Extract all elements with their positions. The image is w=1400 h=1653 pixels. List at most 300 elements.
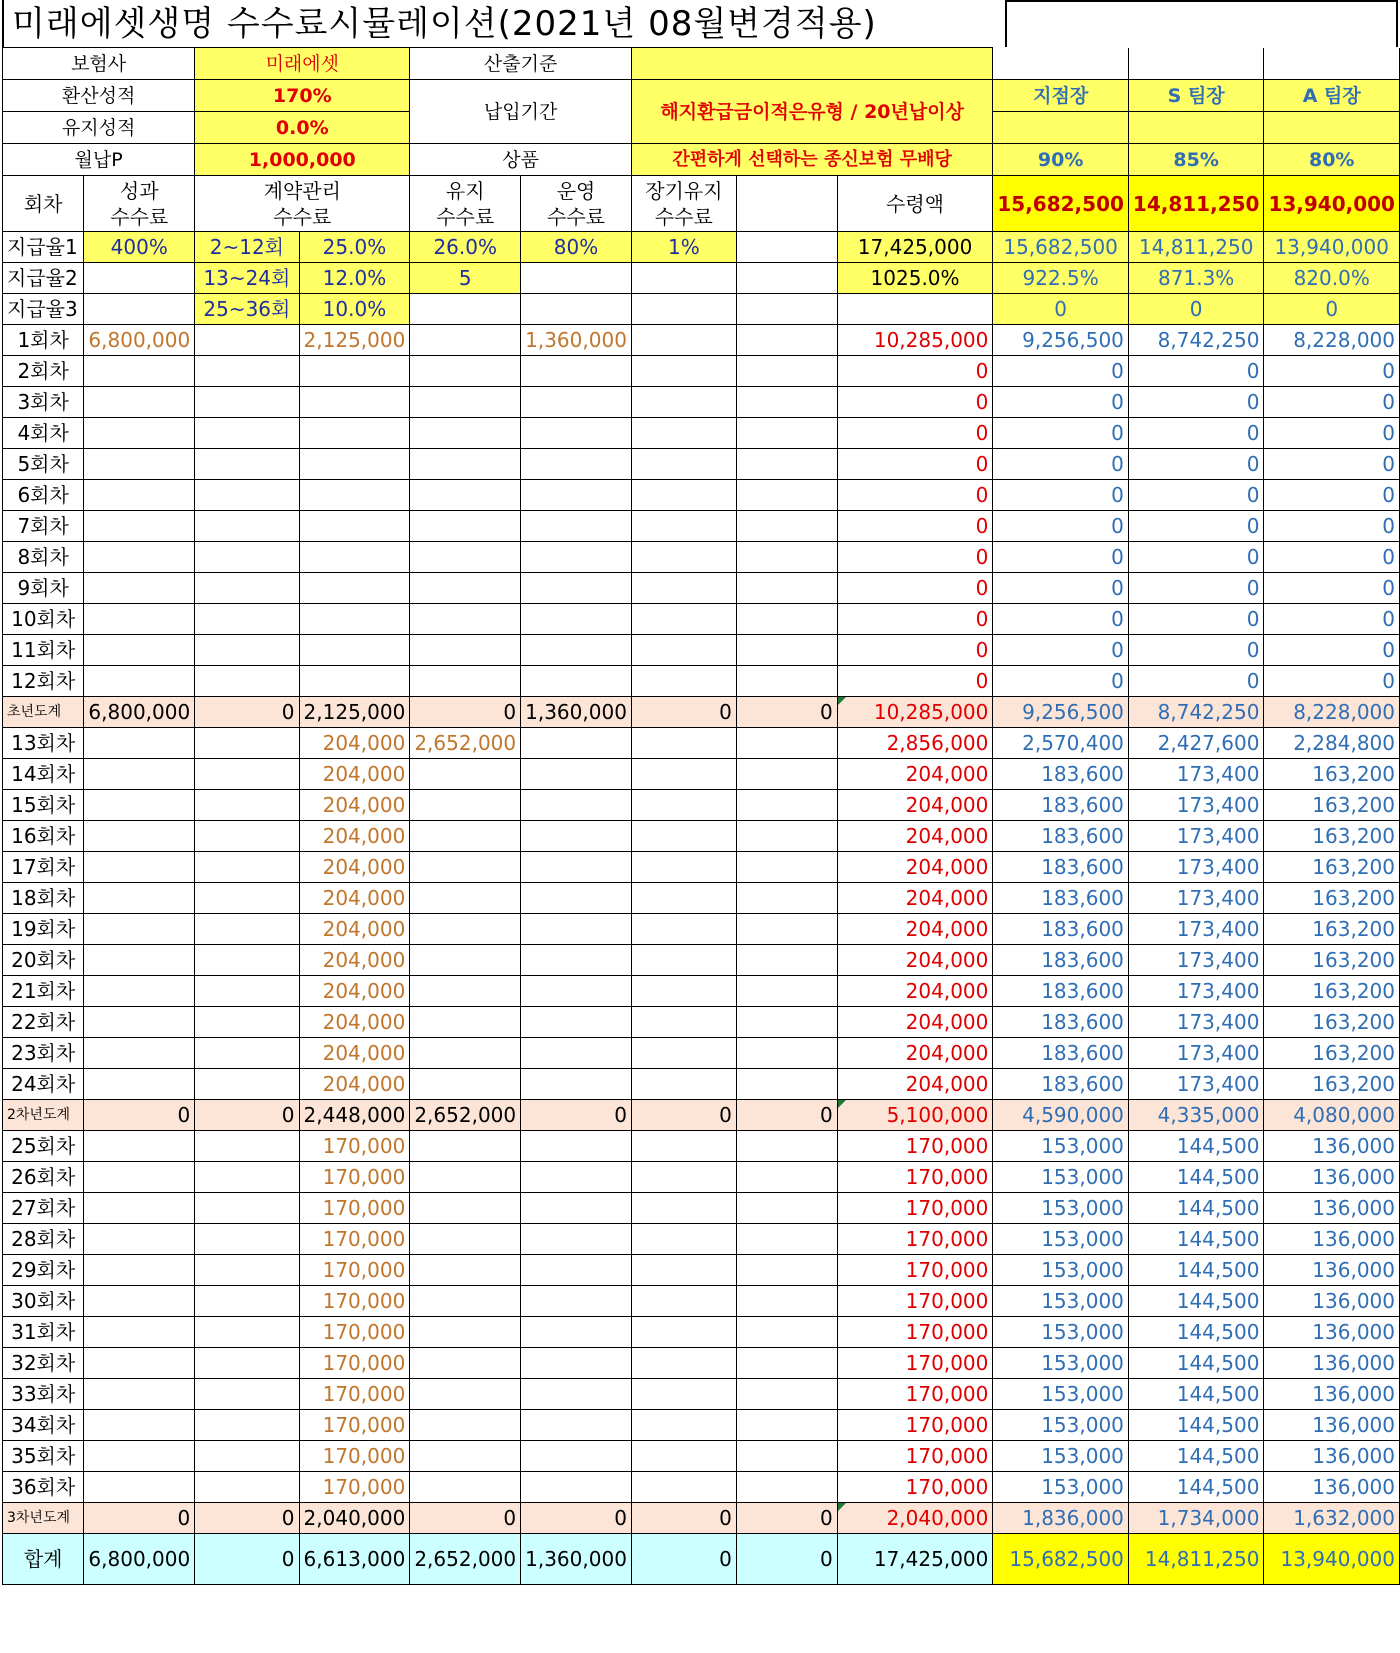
info-row-2 — [3, 80, 1400, 112]
extra-cell — [736, 821, 837, 852]
grade-2-amount: 173,400 — [1128, 821, 1264, 852]
range-cell — [195, 976, 299, 1007]
contract-fee — [299, 511, 410, 542]
installment-row — [3, 1224, 1400, 1255]
round-label: 13회차 — [3, 728, 84, 759]
grade-3-amount: 8,228,000 — [1264, 325, 1400, 356]
conv-label: 환산성적 — [3, 80, 195, 112]
round-label: 27회차 — [3, 1193, 84, 1224]
longterm-fee — [631, 387, 736, 418]
grade-3-amount: 136,000 — [1264, 1317, 1400, 1348]
extra-cell — [736, 480, 837, 511]
contract-fee — [299, 604, 410, 635]
extra-cell — [736, 976, 837, 1007]
grade-3-amount: 163,200 — [1264, 759, 1400, 790]
perf-fee: 0 — [84, 1100, 195, 1131]
maint-fee — [410, 1410, 521, 1441]
info-row-4 — [3, 144, 1400, 176]
range-cell — [195, 1441, 299, 1472]
grade-1-amount: 153,000 — [993, 1348, 1129, 1379]
grade-2-amount: 173,400 — [1128, 759, 1264, 790]
maint-fee — [410, 1162, 521, 1193]
extra-cell — [736, 418, 837, 449]
extra-cell — [736, 604, 837, 635]
rate-label: 지급율2 — [3, 263, 84, 294]
rate-grade-2: 0 — [1128, 294, 1264, 325]
received-amount: 5,100,000 — [837, 1100, 993, 1131]
rate-perf[interactable] — [84, 294, 195, 325]
maint-header-line1: 유지 — [445, 178, 485, 203]
grade-2-amount: 173,400 — [1128, 1038, 1264, 1069]
oper-fee — [521, 1162, 632, 1193]
perf-header-line1: 성과 — [119, 178, 159, 203]
oper-fee — [521, 1131, 632, 1162]
insurer-value[interactable]: 미래에셋 — [195, 48, 410, 80]
grade-rate-3: 80% — [1264, 144, 1400, 176]
installment-row — [3, 728, 1400, 759]
range-cell — [195, 1379, 299, 1410]
oper-fee — [521, 1348, 632, 1379]
rate-contract[interactable]: 12.0% — [299, 263, 410, 294]
received-amount: 204,000 — [837, 759, 993, 790]
received-amount: 170,000 — [837, 1193, 993, 1224]
longterm-fee — [631, 759, 736, 790]
grade-3-amount: 163,200 — [1264, 883, 1400, 914]
rate-longterm[interactable] — [631, 263, 736, 294]
oper-fee — [521, 573, 632, 604]
oper-fee — [521, 1410, 632, 1441]
rate-longterm[interactable] — [631, 294, 736, 325]
rate-label: 지급율1 — [3, 232, 84, 263]
longterm-fee — [631, 728, 736, 759]
maint-fee — [410, 1472, 521, 1503]
rate-contract[interactable]: 10.0% — [299, 294, 410, 325]
contract-fee: 204,000 — [299, 728, 410, 759]
range-cell: 0 — [195, 1100, 299, 1131]
maint-fee — [410, 1131, 521, 1162]
extra-cell: 0 — [736, 1100, 837, 1131]
contract-fee: 2,448,000 — [299, 1100, 410, 1131]
rate-longterm[interactable]: 1% — [631, 232, 736, 263]
title-right-border — [1005, 0, 1007, 47]
maint-value[interactable]: 0.0% — [195, 112, 410, 144]
extra-cell — [736, 1286, 837, 1317]
rate-perf[interactable] — [84, 263, 195, 294]
installment-row — [3, 852, 1400, 883]
installment-row — [3, 821, 1400, 852]
round-label: 28회차 — [3, 1224, 84, 1255]
perf-fee — [84, 1286, 195, 1317]
contract-fee: 170,000 — [299, 1410, 410, 1441]
rate-maint[interactable] — [410, 294, 521, 325]
range-cell — [195, 356, 299, 387]
maint-fee — [410, 1069, 521, 1100]
total-label: 합계 — [3, 1534, 84, 1585]
installment-row — [3, 449, 1400, 480]
rate-maint[interactable]: 5 — [410, 263, 521, 294]
subtotal-row — [3, 697, 1400, 728]
perf-fee — [84, 914, 195, 945]
monthly-label: 월납P — [3, 144, 195, 176]
received-amount: 10,285,000 — [837, 697, 993, 728]
oper-fee — [521, 759, 632, 790]
oper-fee — [521, 728, 632, 759]
rate-oper[interactable] — [521, 294, 632, 325]
range-cell: 0 — [195, 1503, 299, 1534]
contract-fee: 170,000 — [299, 1348, 410, 1379]
contract-fee: 204,000 — [299, 883, 410, 914]
perf-fee — [84, 1410, 195, 1441]
rate-blank — [736, 232, 837, 263]
longterm-fee — [631, 1348, 736, 1379]
longterm-fee — [631, 1224, 736, 1255]
installment-row — [3, 759, 1400, 790]
received-amount: 170,000 — [837, 1379, 993, 1410]
contract-fee: 2,125,000 — [299, 697, 410, 728]
received-amount: 170,000 — [837, 1472, 993, 1503]
longterm-fee — [631, 604, 736, 635]
empty-cell — [1128, 48, 1264, 80]
perf-fee — [84, 1224, 195, 1255]
oper-fee — [521, 790, 632, 821]
total-contract: 6,613,000 — [299, 1534, 410, 1585]
perf-fee — [84, 759, 195, 790]
grade-1-amount: 0 — [993, 604, 1129, 635]
grade-2-amount: 173,400 — [1128, 1069, 1264, 1100]
grade-rate-1: 90% — [993, 144, 1129, 176]
extra-cell — [736, 1317, 837, 1348]
installment-row — [3, 480, 1400, 511]
grade-3-amount: 0 — [1264, 387, 1400, 418]
range-cell — [195, 1317, 299, 1348]
longterm-fee — [631, 945, 736, 976]
perf-fee — [84, 1007, 195, 1038]
oper-fee — [521, 1224, 632, 1255]
received-amount: 0 — [837, 449, 993, 480]
received-amount: 204,000 — [837, 1038, 993, 1069]
product-value[interactable]: 간편하게 선택하는 종신보험 무배당 — [631, 144, 992, 176]
oper-fee: 0 — [521, 1100, 632, 1131]
maint-fee — [410, 1224, 521, 1255]
extra-cell — [736, 1410, 837, 1441]
installment-row — [3, 1131, 1400, 1162]
longterm-fee — [631, 1193, 736, 1224]
oper-fee — [521, 604, 632, 635]
range-cell — [195, 883, 299, 914]
contract-fee: 170,000 — [299, 1441, 410, 1472]
perf-fee: 6,800,000 — [84, 697, 195, 728]
installment-row — [3, 1317, 1400, 1348]
contract-fee: 204,000 — [299, 914, 410, 945]
extra-cell — [736, 883, 837, 914]
oper-fee — [521, 356, 632, 387]
maint-fee — [410, 542, 521, 573]
round-label: 21회차 — [3, 976, 84, 1007]
grade-2-amount: 0 — [1128, 635, 1264, 666]
range-cell — [195, 1410, 299, 1441]
received-amount: 204,000 — [837, 914, 993, 945]
grade-3-amount: 8,228,000 — [1264, 697, 1400, 728]
oper-fee — [521, 449, 632, 480]
grade-1-amount: 0 — [993, 418, 1129, 449]
oper-fee — [521, 542, 632, 573]
range-cell — [195, 604, 299, 635]
range-cell — [195, 542, 299, 573]
longterm-fee — [631, 1007, 736, 1038]
payterm-value[interactable]: 해지환급금이적은유형 / 20년납이상 — [631, 80, 992, 144]
grade-1-amount: 9,256,500 — [993, 325, 1129, 356]
extra-cell — [736, 325, 837, 356]
oper-fee — [521, 1379, 632, 1410]
maint-label: 유지성적 — [3, 112, 195, 144]
rate-grade-3: 820.0% — [1264, 263, 1400, 294]
maint-header — [410, 176, 521, 232]
perf-fee — [84, 790, 195, 821]
received-amount: 204,000 — [837, 821, 993, 852]
oper-fee — [521, 1472, 632, 1503]
grade-1-amount: 153,000 — [993, 1379, 1129, 1410]
rate-maint[interactable]: 26.0% — [410, 232, 521, 263]
contract-fee: 204,000 — [299, 1007, 410, 1038]
grade-2-amount: 173,400 — [1128, 852, 1264, 883]
oper-fee — [521, 480, 632, 511]
grade-1-amount: 183,600 — [993, 914, 1129, 945]
grade-total-2: 14,811,250 — [1128, 176, 1264, 232]
grade-1-amount: 0 — [993, 480, 1129, 511]
rate-oper[interactable]: 80% — [521, 232, 632, 263]
installment-row — [3, 914, 1400, 945]
rate-row — [3, 232, 1400, 263]
longterm-header-line1: 장기유지 — [645, 178, 723, 203]
contract-fee — [299, 449, 410, 480]
grade-2-amount: 0 — [1128, 511, 1264, 542]
conv-value[interactable]: 170% — [195, 80, 410, 112]
total-range: 0 — [195, 1534, 299, 1585]
monthly-value[interactable]: 1,000,000 — [195, 144, 410, 176]
longterm-fee — [631, 1162, 736, 1193]
installment-row — [3, 573, 1400, 604]
maint-fee — [410, 945, 521, 976]
grade-1-amount: 0 — [993, 449, 1129, 480]
maint-fee — [410, 418, 521, 449]
oper-fee — [521, 1441, 632, 1472]
extra-cell — [736, 1069, 837, 1100]
grade-1-amount: 4,590,000 — [993, 1100, 1129, 1131]
extra-cell — [736, 945, 837, 976]
perf-fee — [84, 1193, 195, 1224]
installment-row — [3, 387, 1400, 418]
total-extra: 0 — [736, 1534, 837, 1585]
grade-2-amount: 1,734,000 — [1128, 1503, 1264, 1534]
extra-cell — [736, 914, 837, 945]
grade-3-amount: 136,000 — [1264, 1379, 1400, 1410]
contract-fee: 204,000 — [299, 1038, 410, 1069]
perf-fee — [84, 480, 195, 511]
grade-3-amount: 163,200 — [1264, 945, 1400, 976]
contract-fee: 170,000 — [299, 1255, 410, 1286]
round-label: 34회차 — [3, 1410, 84, 1441]
grade-3-amount: 136,000 — [1264, 1441, 1400, 1472]
grade-1-amount: 153,000 — [993, 1286, 1129, 1317]
grade-3-amount: 163,200 — [1264, 1007, 1400, 1038]
round-label: 23회차 — [3, 1038, 84, 1069]
perf-fee — [84, 945, 195, 976]
longterm-header-line2: 수수료 — [654, 204, 713, 229]
maint-fee: 0 — [410, 1503, 521, 1534]
grade-3-amount: 136,000 — [1264, 1286, 1400, 1317]
longterm-fee — [631, 1410, 736, 1441]
received-amount: 204,000 — [837, 945, 993, 976]
grade-1-amount: 153,000 — [993, 1255, 1129, 1286]
installment-row — [3, 666, 1400, 697]
contract-header-line1: 계약관리 — [263, 178, 341, 203]
grade-1-amount: 153,000 — [993, 1193, 1129, 1224]
received-amount: 0 — [837, 604, 993, 635]
grade-3-amount: 1,632,000 — [1264, 1503, 1400, 1534]
maint-fee — [410, 1007, 521, 1038]
perf-fee — [84, 1472, 195, 1503]
maint-fee — [410, 1038, 521, 1069]
grade-2-amount: 8,742,250 — [1128, 697, 1264, 728]
maint-fee — [410, 759, 521, 790]
round-label: 15회차 — [3, 790, 84, 821]
extra-cell — [736, 1131, 837, 1162]
longterm-fee — [631, 914, 736, 945]
range-cell — [195, 1038, 299, 1069]
table-body — [3, 48, 1400, 1585]
range-cell — [195, 666, 299, 697]
extra-cell — [736, 1255, 837, 1286]
grade-rate-2: 85% — [1128, 144, 1264, 176]
installment-row — [3, 635, 1400, 666]
extra-cell — [736, 1379, 837, 1410]
basis-value[interactable] — [631, 48, 992, 80]
oper-header-line1: 운영 — [556, 178, 596, 203]
received-amount: 204,000 — [837, 1007, 993, 1038]
longterm-fee: 0 — [631, 1100, 736, 1131]
rate-range[interactable]: 25~36회 — [195, 294, 299, 325]
maint-fee — [410, 573, 521, 604]
grade-1-amount: 183,600 — [993, 759, 1129, 790]
round-label: 14회차 — [3, 759, 84, 790]
maint-fee — [410, 914, 521, 945]
extra-cell: 0 — [736, 697, 837, 728]
total-grade-2: 14,811,250 — [1128, 1534, 1264, 1585]
grade-3-amount: 136,000 — [1264, 1255, 1400, 1286]
maint-fee — [410, 635, 521, 666]
grade-3-amount: 0 — [1264, 449, 1400, 480]
rate-perf[interactable]: 400% — [84, 232, 195, 263]
oper-fee — [521, 1007, 632, 1038]
longterm-fee — [631, 852, 736, 883]
grade-3-amount: 0 — [1264, 542, 1400, 573]
rate-received: 1025.0% — [837, 263, 993, 294]
grade-3-amount: 136,000 — [1264, 1472, 1400, 1503]
maint-fee — [410, 1441, 521, 1472]
oper-fee — [521, 883, 632, 914]
contract-fee: 170,000 — [299, 1162, 410, 1193]
grade-1-amount: 183,600 — [993, 945, 1129, 976]
installment-row — [3, 418, 1400, 449]
longterm-fee — [631, 356, 736, 387]
grade-2-amount: 144,500 — [1128, 1286, 1264, 1317]
grade-2-amount: 173,400 — [1128, 883, 1264, 914]
grade-1-amount: 183,600 — [993, 790, 1129, 821]
grade-2-amount: 144,500 — [1128, 1472, 1264, 1503]
range-cell — [195, 914, 299, 945]
contract-fee — [299, 542, 410, 573]
oper-fee — [521, 1255, 632, 1286]
maint-fee — [410, 976, 521, 1007]
grade-blank-2 — [1128, 112, 1264, 144]
maint-fee — [410, 325, 521, 356]
contract-header — [195, 176, 410, 232]
oper-fee — [521, 1069, 632, 1100]
grade-2-amount: 4,335,000 — [1128, 1100, 1264, 1131]
maint-fee — [410, 1286, 521, 1317]
grade-3-amount: 163,200 — [1264, 1069, 1400, 1100]
perf-fee — [84, 387, 195, 418]
contract-fee: 2,040,000 — [299, 1503, 410, 1534]
rate-blank — [736, 294, 837, 325]
round-label: 26회차 — [3, 1162, 84, 1193]
round-label: 3회차 — [3, 387, 84, 418]
maint-fee — [410, 356, 521, 387]
maint-fee — [410, 1379, 521, 1410]
contract-fee: 204,000 — [299, 759, 410, 790]
installment-row — [3, 1348, 1400, 1379]
received-header: 수령액 — [837, 176, 993, 232]
basis-label: 산출기준 — [410, 48, 632, 80]
total-longterm: 0 — [631, 1534, 736, 1585]
grade-1-amount: 153,000 — [993, 1162, 1129, 1193]
received-amount: 0 — [837, 542, 993, 573]
received-amount: 10,285,000 — [837, 325, 993, 356]
range-cell — [195, 418, 299, 449]
grade-2-amount: 173,400 — [1128, 790, 1264, 821]
oper-fee: 1,360,000 — [521, 697, 632, 728]
longterm-fee — [631, 1131, 736, 1162]
perf-fee — [84, 356, 195, 387]
contract-fee — [299, 573, 410, 604]
extra-cell — [736, 1193, 837, 1224]
contract-fee — [299, 387, 410, 418]
range-cell — [195, 387, 299, 418]
column-header-row — [3, 176, 1400, 232]
grade-2-amount: 8,742,250 — [1128, 325, 1264, 356]
rate-contract[interactable]: 25.0% — [299, 232, 410, 263]
oper-fee — [521, 821, 632, 852]
grade-2-amount: 0 — [1128, 449, 1264, 480]
insurer-label: 보험사 — [3, 48, 195, 80]
rate-oper[interactable] — [521, 263, 632, 294]
total-maint: 2,652,000 — [410, 1534, 521, 1585]
installment-row — [3, 790, 1400, 821]
installment-row — [3, 1069, 1400, 1100]
total-received: 17,425,000 — [837, 1534, 993, 1585]
grade-3-amount: 0 — [1264, 511, 1400, 542]
round-label: 35회차 — [3, 1441, 84, 1472]
grade-3-amount: 0 — [1264, 480, 1400, 511]
range-cell — [195, 1162, 299, 1193]
installment-row — [3, 976, 1400, 1007]
rate-range[interactable]: 13~24회 — [195, 263, 299, 294]
rate-range[interactable]: 2~12회 — [195, 232, 299, 263]
range-cell — [195, 1131, 299, 1162]
installment-row — [3, 1038, 1400, 1069]
maint-fee — [410, 821, 521, 852]
grade-1-amount: 2,570,400 — [993, 728, 1129, 759]
